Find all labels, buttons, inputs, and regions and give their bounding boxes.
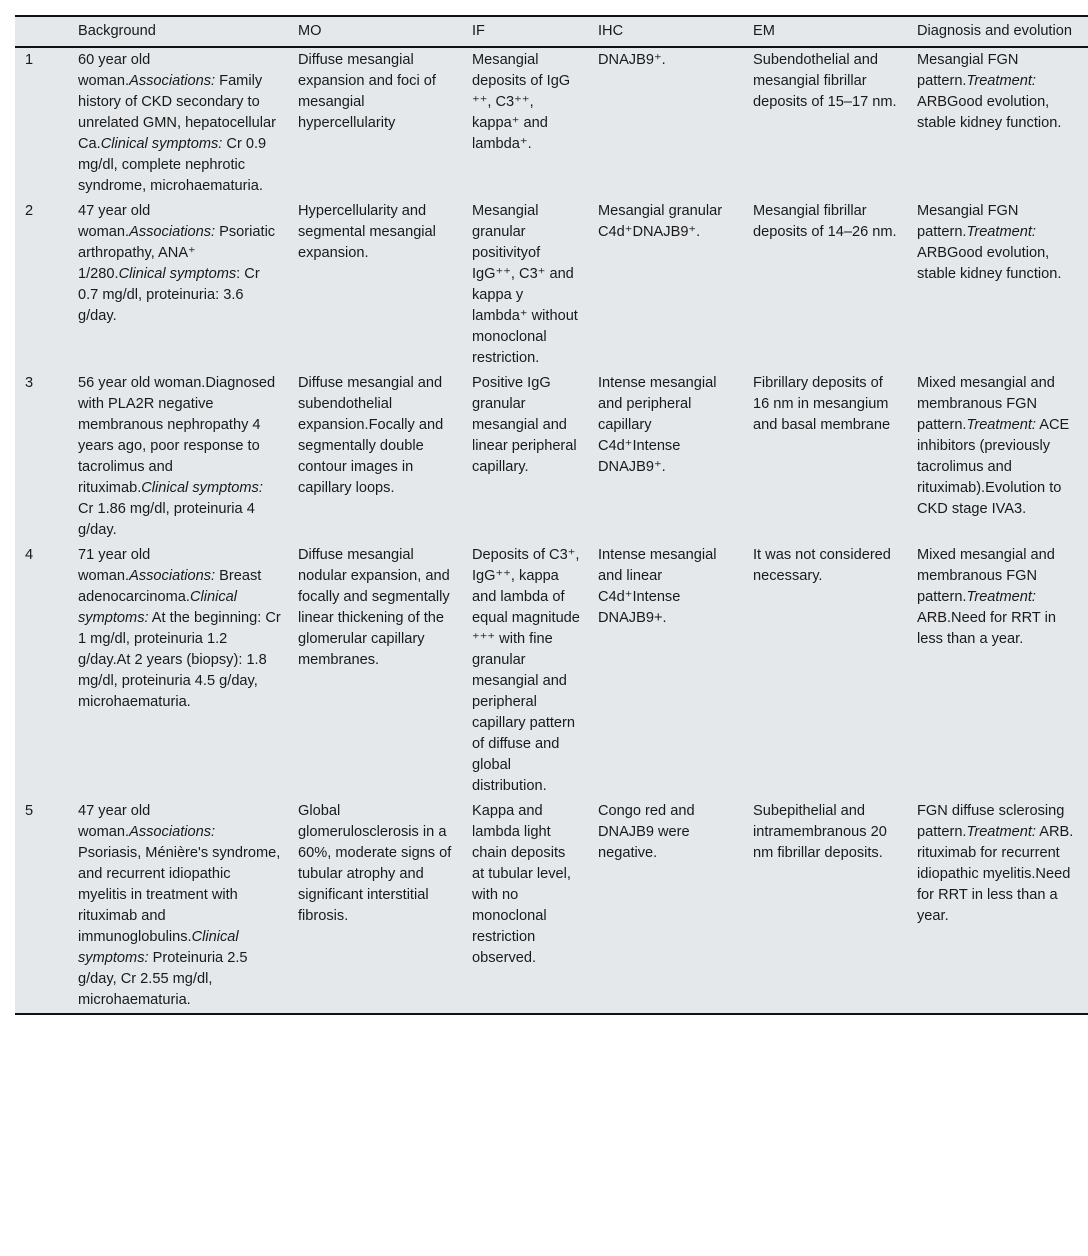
cell-text: Psoriasis, Ménière's syndrome, and recurrent idiopathic myelitis in treatment with rituximab and immunoglobulins.: [78, 845, 281, 945]
cell-text: Cr 0.9 mg/dl, complete nephrotic syndrome, microhaematuria.: [78, 136, 267, 194]
italic-label: Clinical symptoms: [118, 266, 237, 282]
cell-text: 47 year old woman.: [78, 803, 151, 840]
cell-text: : Cr 0.7 mg/dl, proteinuria: 3.6 g/day.: [78, 266, 260, 324]
cell-case-number: [15, 799, 73, 1013]
cell-text: Intense mesangial and peripheral capillary C4d⁺Intense DNAJB9⁺.: [598, 375, 717, 475]
cell-text: Cr 1.86 mg/dl, proteinuria 4 g/day.: [78, 501, 255, 538]
cell-text: It was not considered necessary.: [753, 547, 891, 584]
cell-ihc: [593, 47, 748, 199]
cell-text: 4: [25, 547, 34, 563]
cell-mo: [293, 799, 467, 1013]
column-header-mo: MO: [293, 17, 467, 47]
case-table: [15, 17, 1088, 1013]
cell-text: Psoriatic arthropathy, ANA⁺ 1/280.: [78, 224, 276, 282]
cell-text: 60 year old woman.: [78, 52, 151, 89]
cell-ihc: [593, 543, 748, 799]
cell-case-number: [15, 543, 73, 799]
column-header-background: Background: [73, 17, 293, 47]
cell-ihc: [593, 371, 748, 543]
cell-mo: [293, 543, 467, 799]
cell-text: At the beginning: Cr 1 mg/dl, proteinuria 1.2 g/day.At 2 years (biopsy): 1.8 mg/dl, proteinuria 4.5 g/day, microhaematuria.: [78, 610, 281, 710]
cell-if: [467, 799, 593, 1013]
cell-if: [467, 371, 593, 543]
cell-if: [467, 199, 593, 371]
cell-text: 71 year old woman.: [78, 547, 151, 584]
cell-text: Subendothelial and mesangial fibrillar deposits of 15–17 nm.: [753, 52, 897, 110]
cell-text: Deposits of C3⁺, IgG⁺⁺, kappa and lambda of equal magnitude ⁺⁺⁺ with fine granular mesangial and peripheral capillary pattern of diffuse and global distribution.: [472, 547, 580, 794]
cell-diagnosis-evolution: [912, 47, 1088, 199]
italic-label: Clinical symptoms:: [78, 589, 238, 626]
cell-background: [73, 799, 293, 1013]
cell-text: Kappa and lambda light chain deposits at tubular level, with no monoclonal restriction observed.: [472, 803, 571, 966]
cell-text: Diffuse mesangial and subendothelial expansion.Focally and segmentally double contour images in capillary loops.: [298, 375, 444, 496]
cell-text: Positive IgG granular mesangial and linear peripheral capillary.: [472, 375, 577, 475]
cell-text: ARBGood evolution, stable kidney function.: [917, 94, 1062, 131]
cell-text: Fibrillary deposits of 16 nm in mesangium and basal membrane: [753, 375, 891, 433]
cell-text: Family history of CKD secondary to unrelated GMN, hepatocellular Ca.: [78, 73, 276, 152]
cell-ihc: [593, 199, 748, 371]
cell-text: 2: [25, 203, 34, 219]
cell-text: ARB.Need for RRT in less than a year.: [917, 610, 1056, 647]
cell-em: [748, 199, 912, 371]
column-header-if: IF: [467, 17, 593, 47]
column-header-case-number: [15, 17, 73, 47]
cell-mo: [293, 371, 467, 543]
cell-em: [748, 371, 912, 543]
cell-text: 1: [25, 52, 34, 68]
italic-label: Clinical symptoms:: [100, 136, 223, 152]
italic-label: Treatment:: [966, 824, 1036, 840]
cell-em: [748, 799, 912, 1013]
cell-text: Hypercellularity and segmental mesangial expansion.: [298, 203, 436, 261]
cell-ihc: [593, 799, 748, 1013]
cell-text: Diffuse mesangial nodular expansion, and focally and segmentally linear thickening of the glomerular capillary membranes.: [298, 547, 450, 668]
cell-text: Proteinuria 2.5 g/day, Cr 2.55 mg/dl, microhaematuria.: [78, 950, 248, 1008]
cell-text: Mesangial FGN pattern.: [917, 52, 1019, 89]
table-row: [15, 543, 1088, 799]
cell-diagnosis-evolution: [912, 799, 1088, 1013]
cell-text: Global glomerulosclerosis in a 60%, moderate signs of tubular atrophy and significant interstitial fibrosis.: [298, 803, 452, 924]
cell-if: [467, 543, 593, 799]
italic-label: Treatment:: [966, 73, 1036, 89]
table-row: [15, 47, 1088, 199]
italic-label: Treatment:: [966, 224, 1036, 240]
cell-text: Mixed mesangial and membranous FGN pattern.: [917, 547, 1055, 605]
cell-text: ARBGood evolution, stable kidney function.: [917, 245, 1062, 282]
italic-label: Clinical symptoms:: [141, 480, 263, 496]
cell-text: 56 year old woman.Diagnosed with PLA2R negative membranous nephropathy 4 years ago, poor response to tacrolimus and rituximab.: [78, 375, 276, 496]
cell-text: Intense mesangial and linear C4d⁺Intense DNAJB9+.: [598, 547, 717, 626]
cell-text: 3: [25, 375, 34, 391]
italic-label: Clinical symptoms:: [78, 929, 239, 966]
table-row: [15, 199, 1088, 371]
cell-text: 5: [25, 803, 34, 819]
cell-text: Mesangial FGN pattern.: [917, 203, 1019, 240]
cell-text: Mixed mesangial and membranous FGN pattern.: [917, 375, 1055, 433]
case-table-container: [15, 15, 1088, 1015]
cell-case-number: [15, 199, 73, 371]
cell-text: Mesangial granular C4d⁺DNAJB9⁺.: [598, 203, 723, 240]
cell-case-number: [15, 47, 73, 199]
cell-em: [748, 47, 912, 199]
cell-text: 47 year old woman.: [78, 203, 151, 240]
cell-background: [73, 47, 293, 199]
cell-em: [748, 543, 912, 799]
cell-diagnosis-evolution: [912, 543, 1088, 799]
italic-label: Treatment:: [966, 417, 1036, 433]
cell-text: Mesangial deposits of IgG ⁺⁺, C3⁺⁺, kappa⁺ and lambda⁺.: [472, 52, 571, 152]
italic-label: Associations:: [129, 73, 216, 89]
cell-text: ACE inhibitors (previously tacrolimus and rituximab).Evolution to CKD stage IVA3.: [917, 417, 1070, 517]
italic-label: Associations:: [129, 824, 216, 840]
cell-text: Subepithelial and intramembranous 20 nm fibrillar deposits.: [753, 803, 887, 861]
cell-background: [73, 199, 293, 371]
cell-text: Mesangial fibrillar deposits of 14–26 nm.: [753, 203, 897, 240]
cell-text: Diffuse mesangial expansion and foci of mesangial hypercellularity: [298, 52, 436, 131]
column-header-diagnosis-evolution: Diagnosis and evolution: [912, 17, 1088, 47]
cell-text: Breast adenocarcinoma.: [78, 568, 262, 605]
cell-text: Mesangial granular positivityof IgG⁺⁺, C3⁺ and kappa y lambda⁺ without monoclonal restriction.: [472, 203, 578, 366]
table-row: [15, 799, 1088, 1013]
italic-label: Treatment:: [966, 589, 1036, 605]
cell-background: [73, 543, 293, 799]
cell-case-number: [15, 371, 73, 543]
cell-text: FGN diffuse sclerosing pattern.: [917, 803, 1065, 840]
column-header-em: EM: [748, 17, 912, 47]
cell-text: Congo red and DNAJB9 were negative.: [598, 803, 695, 861]
italic-label: Associations:: [129, 568, 216, 584]
table-header: [15, 17, 1088, 47]
header-row: [15, 17, 1088, 47]
cell-diagnosis-evolution: [912, 199, 1088, 371]
italic-label: Associations:: [129, 224, 216, 240]
cell-if: [467, 47, 593, 199]
cell-text: DNAJB9⁺.: [598, 52, 666, 68]
cell-text: ARB. rituximab for recurrent idiopathic myelitis.Need for RRT in less than a year.: [917, 824, 1074, 924]
table-row: [15, 371, 1088, 543]
column-header-ihc: IHC: [593, 17, 748, 47]
cell-mo: [293, 47, 467, 199]
cell-background: [73, 371, 293, 543]
table-body: [15, 47, 1088, 1013]
cell-diagnosis-evolution: [912, 371, 1088, 543]
cell-mo: [293, 199, 467, 371]
